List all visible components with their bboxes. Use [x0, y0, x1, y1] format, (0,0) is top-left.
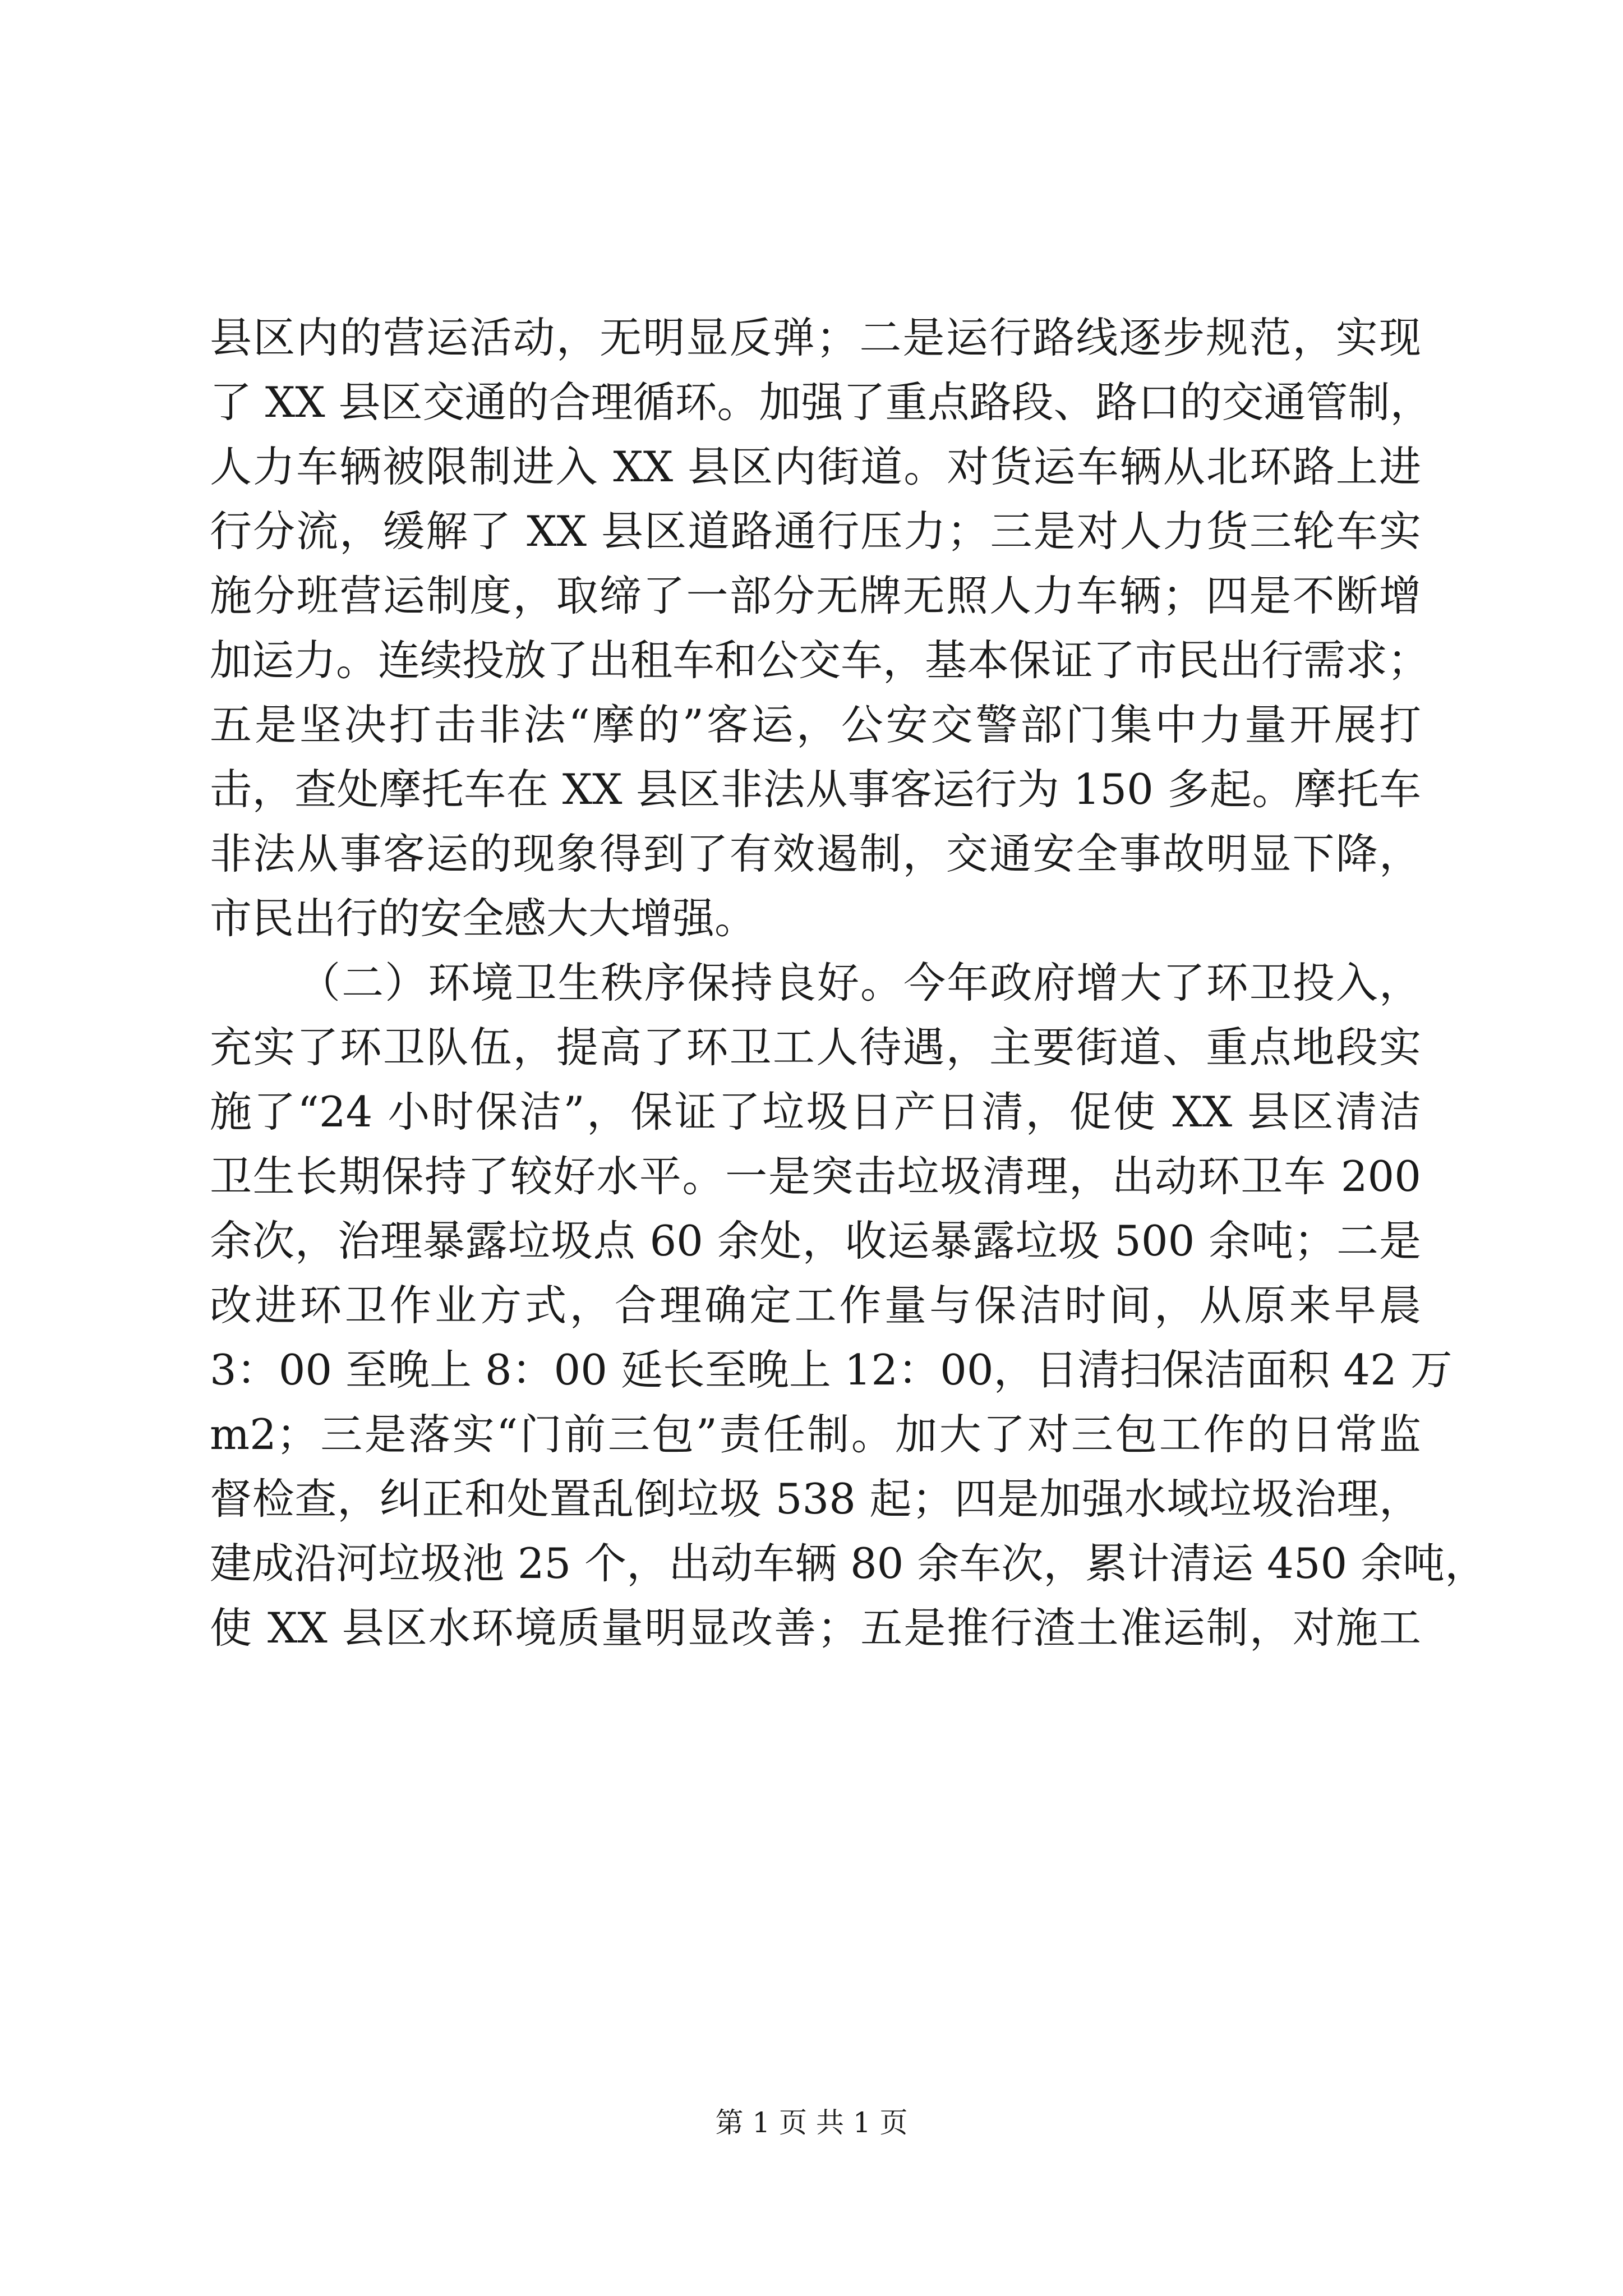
text-line: 建成沿河垃圾池 25 个，出动车辆 80 余车次，累计清运 450 余吨， [210, 1539, 1487, 1588]
text-line: 县区内的营运活动，无明显反弹；二是运行路线逐步规范，实现 [210, 313, 1421, 362]
text-line: 击，查处摩托车在 XX 县区非法从事客运行为 150 多起。摩托车 [210, 765, 1421, 814]
text-line: 加运力。连续投放了出租车和公交车，基本保证了市民出行需求； [210, 636, 1430, 685]
page-number-footer: 第 1 页 共 1 页 [715, 2106, 908, 2139]
text-line: 充实了环卫队伍，提高了环卫工人待遇，主要街道、重点地段实 [210, 1023, 1421, 1072]
section-heading-line: （二）环境卫生秩序保持良好。今年政府增大了环卫投入， [298, 958, 1421, 1007]
paragraph-sanitation-order [210, 951, 1487, 1660]
document-body [210, 306, 1487, 1660]
text-line: 人力车辆被限制进入 XX 县区内街道。对货运车辆从北环路上进 [210, 442, 1421, 491]
text-line: 卫生长期保持了较好水平。一是突击垃圾清理，出动环卫车 200 [210, 1152, 1421, 1201]
text-line: 督检查，纠正和处置乱倒垃圾 538 起；四是加强水域垃圾治理， [210, 1474, 1421, 1524]
text-line: 施了“24 小时保洁”，保证了垃圾日产日清，促使 XX 县区清洁 [210, 1087, 1421, 1137]
text-line: 市民出行的安全感大大增强。 [210, 894, 757, 943]
paragraph-traffic-order [210, 306, 1432, 951]
text-line: 改进环卫作业方式，合理确定工作量与保洁时间，从原来早晨 [210, 1281, 1421, 1330]
text-line: 了 XX 县区交通的合理循环。加强了重点路段、路口的交通管制， [210, 378, 1432, 427]
text-line: 3：00 至晚上 8：00 延长至晚上 12：00，日清扫保洁面积 42 万 [210, 1345, 1453, 1395]
text-line: 五是坚决打击非法“摩的”客运，公安交警部门集中力量开展打 [210, 700, 1421, 749]
text-line: 余次，治理暴露垃圾点 60 余处，收运暴露垃圾 500 余吨；二是 [210, 1216, 1421, 1266]
text-line: 使 XX 县区水环境质量明显改善；五是推行渣土准运制，对施工 [210, 1603, 1421, 1653]
text-line: 施分班营运制度，取缔了一部分无牌无照人力车辆；四是不断增 [210, 571, 1421, 620]
text-line: m2；三是落实“门前三包”责任制。加大了对三包工作的日常监 [210, 1410, 1421, 1459]
text-line: 非法从事客运的现象得到了有效遏制，交通安全事故明显下降， [210, 829, 1421, 878]
text-line: 行分流，缓解了 XX 县区道路通行压力；三是对人力货三轮车实 [210, 507, 1421, 556]
